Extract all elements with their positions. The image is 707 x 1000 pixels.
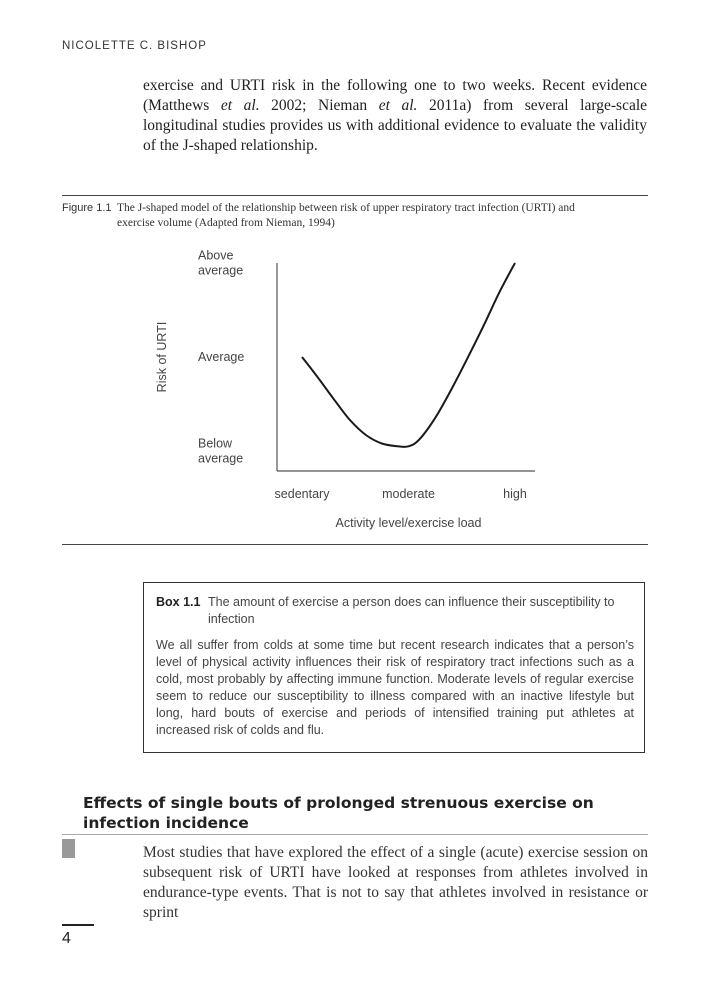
figure-bottom-rule	[62, 544, 648, 545]
running-head: NICOLETTE C. BISHOP	[62, 40, 207, 52]
x-axis-label: Activity level/exercise load	[335, 516, 482, 530]
info-box	[143, 582, 645, 753]
figure-top-rule	[62, 195, 648, 196]
intro-paragraph: exercise and URTI risk in the following one to two weeks. Recent evidence (Matthews et al. 2002; Nieman et al. 2011a) from several large-scale longitudinal studies provides us with additional evidence to evaluate the validity of the J-shaped relationship.	[143, 77, 648, 154]
y-tick-label: Below average	[198, 436, 244, 466]
heading-rule	[62, 834, 648, 835]
section-heading: Effects of single bouts of prolonged strenuous exercise on infection incidence	[83, 794, 594, 832]
figure-caption	[62, 201, 650, 231]
box-title-line-2: infection	[208, 612, 255, 626]
y-tick-label: Above average	[198, 248, 244, 278]
y-tick-label: Average	[198, 350, 245, 364]
caption-line-1: The J-shaped model of the relationship between risk of upper respiratory tract infection (URTI) and	[117, 202, 575, 214]
x-tick-label: high	[503, 487, 527, 501]
y-axis-label: Risk of URTI	[155, 321, 169, 393]
x-tick-label: sedentary	[274, 487, 330, 501]
box-body: We all suffer from colds at some time but recent research indicates that a person’s level of physical activity influences their risk of respiratory tract infections such as a cold, most probably by affecting immune function. Moderate levels of regular exercise seem to reduce our susceptibility to illness compared with an inactive lifestyle but long, hard bouts of exercise and periods of intensified training put athletes at increased risk of colds and flu.	[156, 638, 634, 737]
j-curve-line	[302, 263, 515, 447]
j-curve-chart	[140, 245, 580, 535]
page-number-rule	[62, 924, 94, 926]
box-title	[156, 594, 626, 628]
box-label: Box 1.1	[156, 595, 201, 609]
x-tick-label: moderate	[382, 487, 435, 501]
caption-line-2: exercise volume (Adapted from Nieman, 1994)	[117, 217, 335, 229]
figure-label: Figure 1.1	[62, 202, 112, 214]
box-title-line-1: The amount of exercise a person does can influence their susceptibility to	[208, 595, 615, 609]
section-marker	[62, 839, 75, 858]
body-paragraph: Most studies that have explored the effect of a single (acute) exercise session on subsequent risk of URTI have looked at responses from athletes involved in endurance-type events. That is not to say that athletes involved in resistance or sprint	[143, 844, 648, 921]
page-number: 4	[62, 930, 71, 947]
